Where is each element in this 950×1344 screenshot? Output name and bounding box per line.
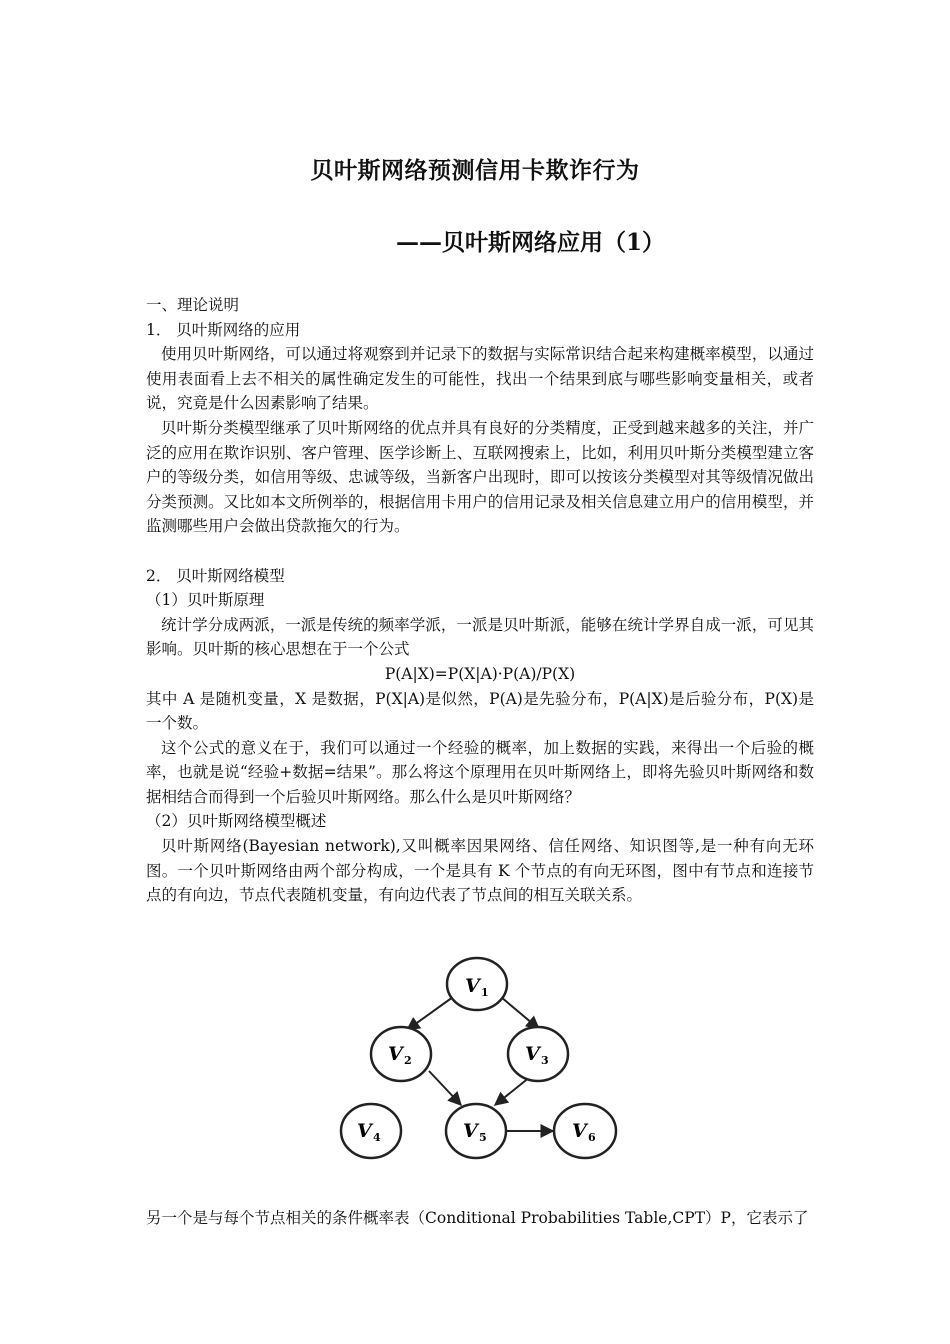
node-v4-letter: V: [357, 1120, 372, 1142]
paragraph-statistics: 统计学分成两派，一派是传统的频率学派，一派是贝叶斯派，能够在统计学界自成一派，可见其影响。贝叶斯的核心思想在于一个公式: [146, 615, 814, 659]
node-v5: [446, 1104, 506, 1158]
bayesian-network-diagram: [335, 955, 630, 1165]
node-v3-subscript: 3: [541, 1054, 549, 1067]
node-v2-letter: V: [388, 1043, 403, 1065]
node-v1: [447, 958, 507, 1010]
node-v6: [554, 1104, 616, 1158]
edge-v2-v5: [429, 1071, 461, 1105]
node-v5-subscript: 5: [479, 1131, 487, 1144]
bayes-formula: P(A|X)=P(X|A)·P(A)/P(X): [384, 664, 576, 683]
node-v3: [508, 1027, 568, 1081]
node-v1-subscript: 1: [481, 986, 489, 999]
paragraph-network-definition: 贝叶斯网络(Bayesian network),又叫概率因果网络、信任网络、知识图等,是一种有向无环图。一个贝叶斯网络由两个部分构成，一个是具有 K 个节点的有向无环图，图中有节点和连接节点的有向边，节点代表随机变量，有向边代表了节点间的相互关联关系。: [146, 837, 814, 905]
edge-v1-v3: [501, 997, 539, 1029]
node-v5-letter: V: [463, 1120, 478, 1142]
node-v6-subscript: 6: [588, 1131, 596, 1144]
node-v4-subscript: 4: [373, 1131, 381, 1144]
edge-v1-v2: [407, 997, 453, 1030]
document-title: 贝叶斯网络预测信用卡欺诈行为: [310, 157, 640, 184]
document-subtitle: ——贝叶斯网络应用（1）: [396, 229, 666, 256]
paragraph-cpt: 另一个是与每个节点相关的条件概率表（Conditional Probabilities Table,CPT）P，它表示了: [146, 1208, 809, 1227]
node-v2: [371, 1027, 431, 1081]
blank-line: [146, 539, 814, 564]
node-v4: [341, 1104, 401, 1158]
subsection-heading-principle: （1）贝叶斯原理: [146, 591, 265, 610]
node-v2-subscript: 2: [404, 1054, 412, 1067]
subsection-heading-overview: （2）贝叶斯网络模型概述: [146, 812, 327, 831]
node-v6-letter: V: [572, 1120, 587, 1142]
section-heading-applications: 1． 贝叶斯网络的应用: [146, 320, 301, 339]
paragraph-classification: 贝叶斯分类模型继承了贝叶斯网络的优点并具有良好的分类精度，正受到越来越多的关注，并广泛的应用在欺诈识别、客户管理、医学诊断上、互联网搜索上，比如，利用贝叶斯分类模型建立客户的等级分类，如信用等级、忠诚等级，当新客户出现时，即可以按该分类模型对其等级情况做出分类预测。又比如本文所例举的，根据信用卡用户的信用记录及相关信息建立用户的信用模型，并监测哪些用户会做出贷款拖欠的行为。: [146, 418, 814, 536]
node-v1-letter: V: [465, 975, 480, 997]
node-v3-letter: V: [525, 1043, 540, 1065]
paragraph-intro: 使用贝叶斯网络，可以通过将观察到并记录下的数据与实际常识结合起来构建概率模型，以通过使用表面看上去不相关的属性确定发生的可能性，找出一个结果到底与哪些影响变量相关，或者说，究竟是什么因素影响了结果。: [146, 345, 814, 413]
paragraph-formula-explanation: 其中 A 是随机变量，X 是数据，P(X|A)是似然，P(A)是先验分布，P(A|X)是后验分布，P(X)是一个数。: [146, 689, 815, 733]
section-heading-theory: 一、理论说明: [146, 296, 240, 314]
document-body: [146, 293, 814, 908]
section-heading-model: 2． 贝叶斯网络模型: [146, 566, 285, 585]
paragraph-formula-meaning: 这个公式的意义在于，我们可以通过一个经验的概率，加上数据的实践，来得出一个后验的概率，也就是说“经验+数据=结果”。那么将这个原理用在贝叶斯网络上，即将先验贝叶斯网络和数据相结合而得到一个后验贝叶斯网络。那么什么是贝叶斯网络？: [146, 738, 814, 806]
